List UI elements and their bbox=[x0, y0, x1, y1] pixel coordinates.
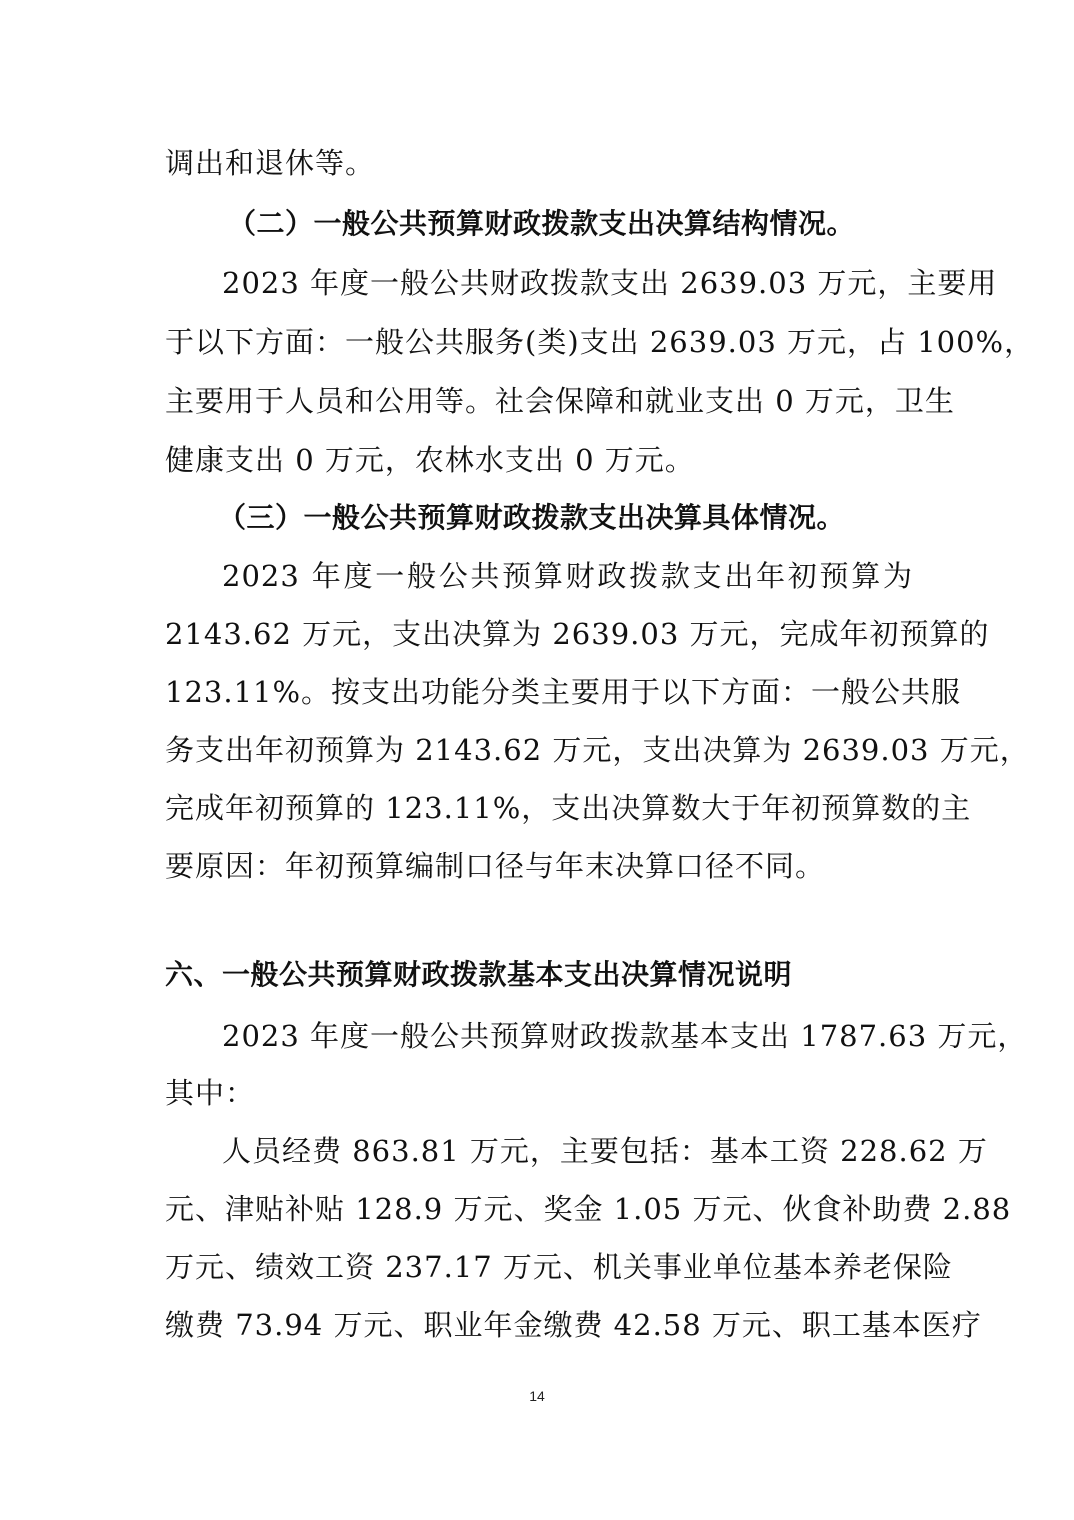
section-subheading: （二）一般公共预算财政拨款支出决算结构情况。 bbox=[228, 207, 856, 240]
body-line: 123.11%。按支出功能分类主要用于以下方面：一般公共服 bbox=[165, 675, 962, 709]
body-line: 主要用于人员和公用等。社会保障和就业支出 0 万元，卫生 bbox=[165, 384, 955, 418]
body-line: 缴费 73.94 万元、职业年金缴费 42.58 万元、职工基本医疗 bbox=[165, 1308, 982, 1342]
body-line: 2023 年度一般公共预算财政拨款基本支出 1787.63 万元， bbox=[222, 1019, 1028, 1053]
section-subheading: （三）一般公共预算财政拨款支出决算具体情况。 bbox=[218, 501, 846, 534]
body-line: 人员经费 863.81 万元，主要包括：基本工资 228.62 万 bbox=[222, 1134, 988, 1168]
body-line: 2023 年度一般公共财政拨款支出 2639.03 万元，主要用 bbox=[222, 266, 998, 300]
body-line: 调出和退休等。 bbox=[165, 146, 376, 180]
body-line: 务支出年初预算为 2143.62 万元，支出决算为 2639.03 万元， bbox=[165, 733, 1030, 767]
body-line: 2143.62 万元，支出决算为 2639.03 万元，完成年初预算的 bbox=[165, 617, 990, 651]
body-line: 万元、绩效工资 237.17 万元、机关事业单位基本养老保险 bbox=[165, 1250, 953, 1284]
body-line: 其中： bbox=[165, 1076, 256, 1110]
body-line: 要原因：年初预算编制口径与年末决算口径不同。 bbox=[165, 849, 826, 883]
body-line: 健康支出 0 万元，农林水支出 0 万元。 bbox=[165, 443, 695, 477]
body-line: 元、津贴补贴 128.9 万元、奖金 1.05 万元、伙食补助费 2.88 bbox=[165, 1192, 1012, 1226]
body-line: 完成年初预算的 123.11%，支出决算数大于年初预算数的主 bbox=[165, 791, 972, 825]
section-heading: 六、一般公共预算财政拨款基本支出决算情况说明 bbox=[165, 958, 793, 991]
page-number: 14 bbox=[529, 1388, 545, 1404]
body-line: 于以下方面：一般公共服务(类)支出 2639.03 万元，占 100%， bbox=[165, 325, 1035, 359]
body-line: 2023 年度一般公共预算财政拨款支出年初预算为 bbox=[222, 559, 913, 593]
